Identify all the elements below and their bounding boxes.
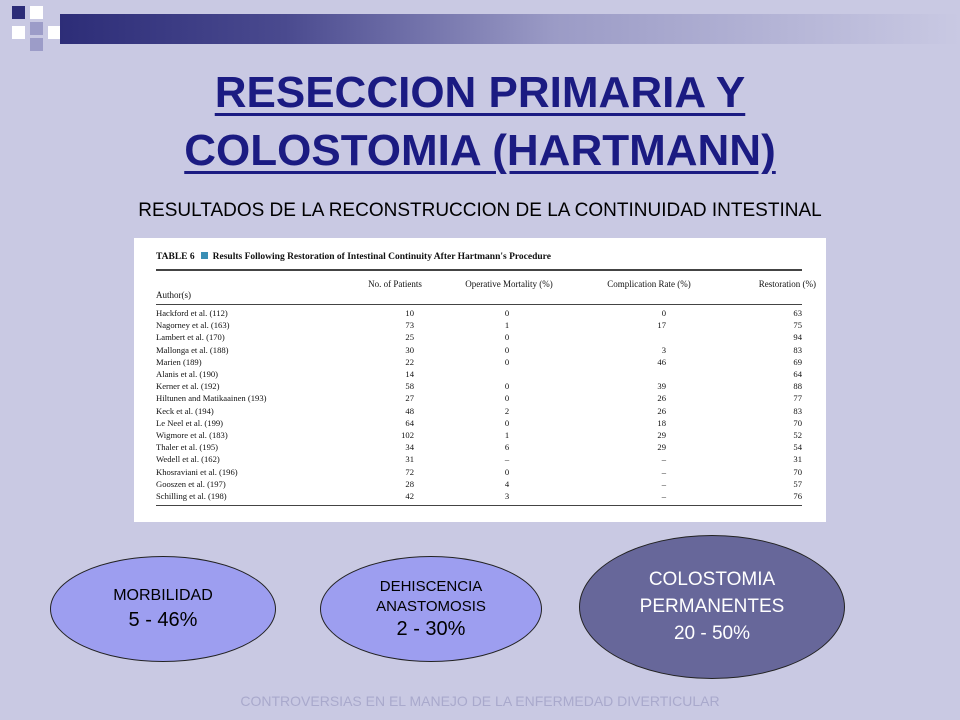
cell-author: Kerner et al. (192) [156, 381, 220, 392]
morbilidad-oval [50, 556, 276, 662]
cell-restoration: 64 [793, 369, 802, 379]
caption-square-icon [201, 252, 208, 259]
cell-patients: 72 [405, 466, 414, 477]
cell-author: Hackford et al. (112) [156, 308, 228, 318]
table-row [156, 357, 802, 369]
dehiscencia-value: 2 - 30% [396, 617, 466, 640]
cell-mortality: 0 [504, 344, 510, 355]
cell-patients: 31 [405, 454, 414, 465]
cell-restoration: 75 [793, 320, 802, 331]
cell-restoration: 69 [793, 356, 802, 367]
colostomia-label-1: COLOSTOMIA [648, 569, 776, 590]
cell-author: Keck et al. (194) [156, 405, 214, 416]
table-row [156, 345, 802, 357]
cell-mortality: 1 [504, 430, 510, 440]
cell-complication: 0 [661, 308, 666, 318]
cell-restoration: 94 [793, 332, 802, 343]
cell-author: Khosraviani et al. (196) [156, 466, 238, 477]
table-bottom-rule [156, 505, 802, 506]
table-caption [156, 252, 551, 262]
cell-restoration: 83 [793, 405, 802, 416]
cell-restoration: 54 [793, 442, 802, 453]
cell-complication: – [661, 466, 666, 477]
cell-restoration: 76 [793, 491, 802, 501]
cell-mortality: 0 [504, 381, 510, 392]
slide-subtitle: RESULTADOS DE LA RECONSTRUCCION DE LA CONTINUIDAD INTESTINAL [138, 200, 822, 221]
morbilidad-value: 5 - 46% [128, 608, 198, 631]
cell-mortality: 4 [504, 478, 510, 489]
decor-gradient-bar [60, 14, 960, 44]
table-row [156, 406, 802, 418]
table-row [156, 442, 802, 454]
slide-decoration [0, 0, 960, 60]
dehiscencia-label-1: DEHISCENCIA [379, 577, 483, 595]
header-mortality: Operative Mortality (%) [465, 279, 553, 289]
cell-restoration: 70 [793, 466, 802, 477]
table-row [156, 332, 802, 344]
colostomia-label-2: PERMANENTES [639, 596, 785, 617]
results-table-image [134, 238, 826, 522]
cell-author: Wedell et al. (162) [156, 454, 220, 465]
cell-patients: 14 [405, 369, 414, 379]
cell-restoration: 83 [793, 344, 802, 355]
cell-patients: 34 [405, 442, 414, 453]
table-row [156, 454, 802, 466]
cell-mortality: 0 [504, 466, 510, 477]
cell-author: Nagorney et al. (163) [156, 320, 230, 331]
cell-restoration: 52 [793, 430, 802, 440]
cell-author: Mallonga et al. (188) [156, 344, 229, 355]
cell-patients: 10 [405, 308, 414, 318]
cell-complication: 26 [657, 393, 666, 404]
table-row [156, 381, 802, 393]
cell-patients: 27 [405, 393, 414, 404]
table-row [156, 467, 802, 479]
cell-patients: 102 [401, 430, 414, 440]
cell-complication: 17 [657, 320, 666, 331]
table-header-rule [156, 304, 802, 305]
cell-restoration: 77 [793, 393, 802, 404]
cell-complication: – [661, 454, 666, 465]
table-row [156, 418, 802, 430]
cell-mortality: 3 [504, 491, 510, 501]
cell-patients: 28 [405, 478, 414, 489]
cell-complication: 46 [657, 356, 666, 367]
morbilidad-label: MORBILIDAD [113, 586, 213, 604]
cell-author: Marien (189) [156, 356, 202, 367]
cell-patients: 22 [405, 356, 414, 367]
table-row [156, 393, 802, 405]
colostomia-value: 20 - 50% [673, 623, 751, 644]
dehiscencia-oval [320, 556, 542, 662]
cell-complication: – [661, 491, 666, 501]
table-label: TABLE 6 [156, 252, 195, 262]
cell-mortality: 1 [504, 320, 510, 331]
cell-author: Lambert et al. (170) [156, 332, 225, 343]
cell-author: Le Neel et al. (199) [156, 417, 224, 428]
header-author: Author(s) [156, 290, 191, 300]
colostomia-oval [579, 535, 845, 679]
cell-complication: 29 [657, 442, 666, 453]
cell-patients: 48 [405, 405, 414, 416]
cell-author: Hiltunen and Matikaainen (193) [156, 393, 267, 404]
cell-restoration: 88 [793, 381, 802, 392]
cell-complication: 39 [657, 381, 666, 392]
decor-square [30, 38, 43, 51]
table-row [156, 320, 802, 332]
cell-restoration: 31 [793, 454, 802, 465]
cell-complication: 29 [657, 430, 666, 440]
slide-title-line1: RESECCION PRIMARIA Y [214, 68, 746, 117]
cell-author: Wigmore et al. (183) [156, 430, 228, 440]
cell-author: Schilling et al. (198) [156, 491, 227, 501]
table-row [156, 308, 802, 320]
cell-patients: 25 [405, 332, 414, 343]
table-row [156, 369, 802, 381]
cell-complication: – [661, 478, 666, 489]
cell-patients: 58 [405, 381, 414, 392]
cell-author: Alanis et al. (190) [156, 369, 219, 379]
cell-mortality: 0 [504, 417, 510, 428]
table-row [156, 479, 802, 491]
cell-mortality: 0 [504, 356, 510, 367]
slide-title [0, 64, 960, 180]
cell-mortality: 0 [504, 308, 510, 318]
header-restoration: Restoration (%) [758, 279, 816, 289]
cell-restoration: 70 [793, 417, 802, 428]
decor-square [30, 6, 43, 19]
cell-complication: 18 [657, 417, 666, 428]
cell-complication: 26 [657, 405, 666, 416]
cell-mortality: 0 [504, 393, 510, 404]
cell-mortality: 2 [504, 405, 510, 416]
table-caption-text: Results Following Restoration of Intestinal Continuity After Hartmann's Procedure [212, 252, 551, 262]
decor-square [12, 6, 25, 19]
cell-patients: 42 [405, 491, 414, 501]
decor-square [30, 22, 43, 35]
cell-patients: 30 [405, 344, 414, 355]
cell-mortality: 6 [504, 442, 510, 453]
cell-restoration: 57 [793, 478, 802, 489]
cell-complication: 3 [661, 344, 666, 355]
dehiscencia-label-2: ANASTOMOSIS [376, 597, 486, 615]
cell-author: Thaler et al. (195) [156, 442, 219, 453]
header-complication: Complication Rate (%) [607, 279, 691, 289]
slide-footer: CONTROVERSIAS EN EL MANEJO DE LA ENFERMEDAD DIVERTICULAR [240, 693, 720, 709]
cell-restoration: 63 [793, 308, 802, 318]
table-top-rule [156, 269, 802, 271]
cell-author: Gooszen et al. (197) [156, 478, 226, 489]
cell-mortality: 0 [504, 332, 510, 343]
slide-title-line2: COLOSTOMIA (HARTMANN) [184, 126, 776, 175]
decor-square [12, 26, 25, 39]
cell-mortality: – [504, 454, 510, 465]
header-patients: No. of Patients [368, 279, 422, 289]
table-row [156, 430, 802, 442]
cell-patients: 73 [405, 320, 414, 331]
cell-patients: 64 [405, 417, 414, 428]
table-row [156, 491, 802, 503]
